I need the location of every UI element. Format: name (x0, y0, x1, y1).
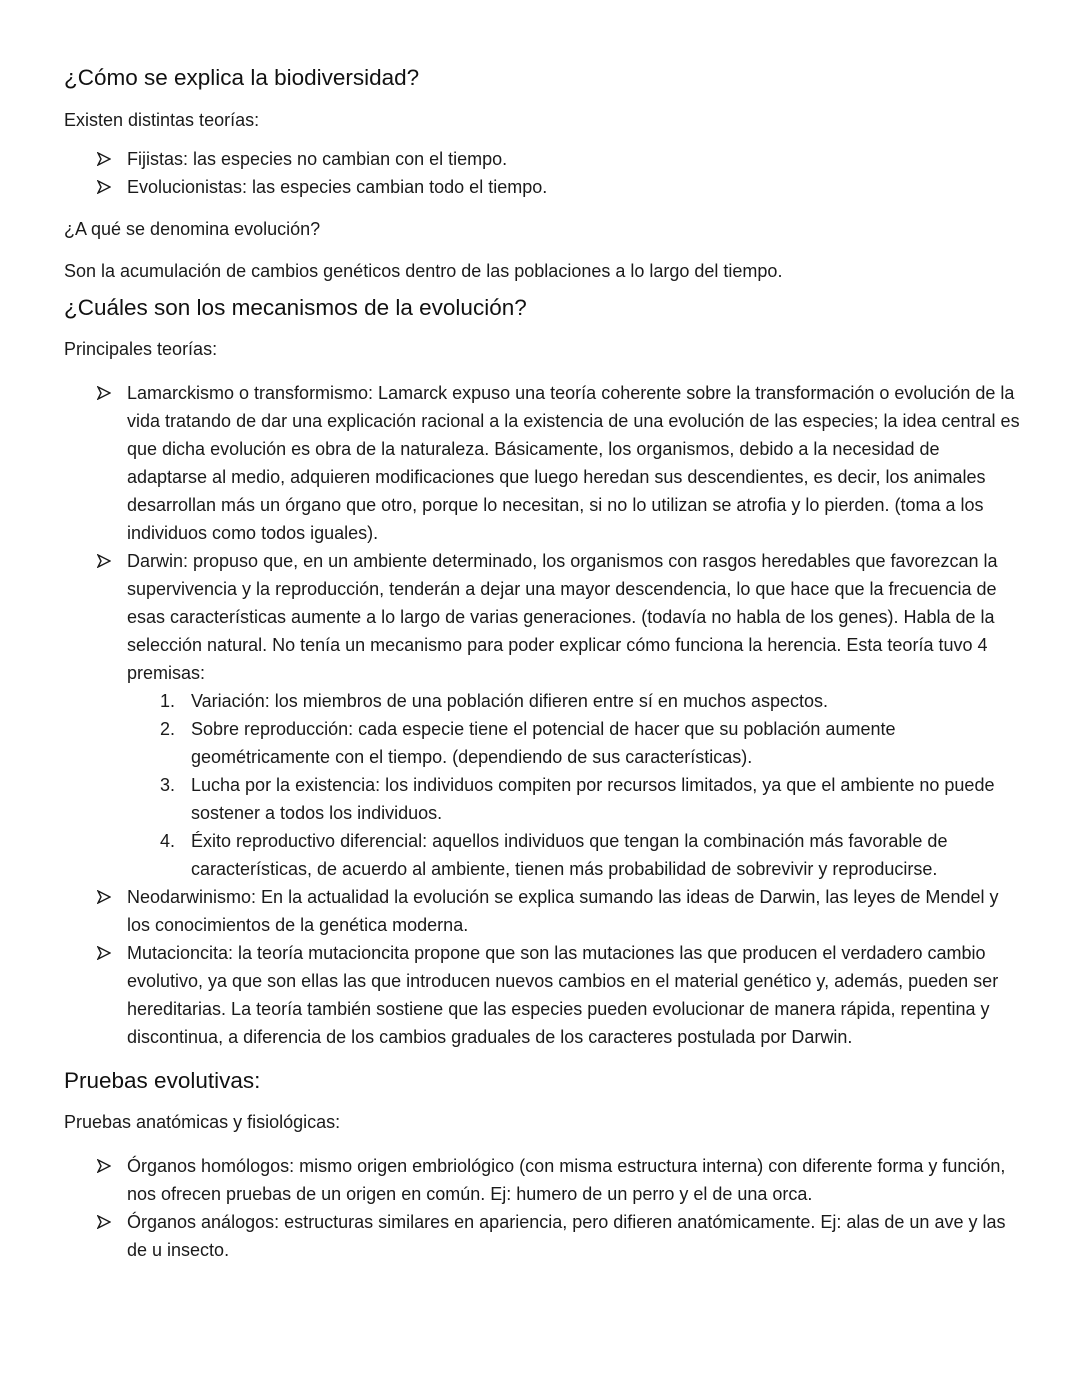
list-item-text: Fijistas: las especies no cambian con el tiempo. (127, 149, 508, 169)
list-item-text: Evolucionistas: las especies cambian todo el tiempo. (127, 177, 548, 197)
list-item-text: Órganos homólogos: mismo origen embriológico (con misma estructura interna) con diferente forma y función, nos ofrecen pruebas de un origen en común. Ej: humero de un perro y el de una orca. (127, 1156, 1006, 1204)
list-item (64, 1208, 1024, 1264)
intro-theories: Existen distintas teorías: (64, 110, 260, 130)
premise-number: 1. (160, 691, 176, 711)
premise-text: Lucha por la existencia: los individuos compiten por recursos limitados, ya que el ambiente no puede sostener a todos los individuos. (191, 775, 995, 823)
arrowhead-bullet-icon (96, 1208, 112, 1236)
premise-number: 2. (160, 719, 176, 739)
list-item-text: Neodarwinismo: En la actualidad la evolución se explica sumando las ideas de Darwin, las leyes de Mendel y los conocimientos de la genética moderna. (127, 887, 999, 935)
document-page (64, 62, 1024, 1264)
list-item-text: Órganos análogos: estructuras similares en apariencia, pero difieren anatómicamente. Ej: alas de un ave y las de u insecto. (127, 1212, 1006, 1260)
premise-item (127, 827, 1024, 883)
arrowhead-bullet-icon (96, 379, 112, 407)
list-item-lamarck (64, 379, 1024, 547)
heading-mechanisms: ¿Cuáles son los mecanismos de la evolución? (64, 295, 527, 320)
question-evolution: ¿A qué se denomina evolución? (64, 219, 321, 239)
evidence-list (64, 1152, 1024, 1264)
arrowhead-bullet-icon (96, 939, 112, 967)
list-item (64, 145, 1024, 173)
list-item-text: Mutacioncita: la teoría mutacioncita propone que son las mutaciones las que producen el verdadero cambio evolutivo, ya que son ellas las que introducen nuevos cambios en el material genético y, además, pueden ser hereditarias. La teoría también sostiene que las especies pueden evolucionar de manera rápida, repentina y discontinua, a diferencia de los cambios graduales de los caracteres postulada por Darwin. (127, 943, 999, 1047)
arrowhead-bullet-icon (96, 1152, 112, 1180)
list-item-text: Lamarckismo o transformismo: Lamarck expuso una teoría coherente sobre la transformación o evolución de la vida tratando de dar una explicación racional a la existencia de una evolución de las especies; la idea central es que dicha evolución es obra de la naturaleza. Básicamente, los organismos, debido a la necesidad de adaptarse al medio, adquieren modificaciones que luego heredan sus descendientes, es decir, los animales desarrollan más un órgano que otro, porque lo necesitan, si no lo utilizan se atrofia y lo pierden. (toma a los individuos como todos iguales). (127, 383, 1020, 543)
list-item-mutacion (64, 939, 1024, 1051)
list-item-text: Darwin: propuso que, en un ambiente determinado, los organismos con rasgos heredables que favorezcan la supervivencia y la reproducción, tenderán a dejar una mayor descendencia, lo que hace que la frecuencia de esas características aumente a lo largo de varias generaciones. (todavía no habla de los genes). Habla de la selección natural. No tenía un mecanismo para poder explicar cómo funciona la herencia. Esta teoría tuvo 4 premisas: (127, 551, 998, 683)
premise-item (127, 715, 1024, 771)
mechanisms-list (64, 379, 1024, 1051)
heading-evidence: Pruebas evolutivas: (64, 1068, 261, 1093)
premise-item (127, 771, 1024, 827)
premise-number: 3. (160, 775, 176, 795)
list-item-darwin (64, 547, 1024, 883)
intro-anatomical: Pruebas anatómicas y fisiológicas: (64, 1112, 341, 1132)
list-item (64, 1152, 1024, 1208)
premise-item (127, 687, 1024, 715)
premise-number: 4. (160, 831, 176, 851)
arrowhead-bullet-icon (96, 145, 112, 173)
answer-evolution: Son la acumulación de cambios genéticos dentro de las poblaciones a lo largo del tiempo. (64, 261, 783, 281)
arrowhead-bullet-icon (96, 547, 112, 575)
arrowhead-bullet-icon (96, 883, 112, 911)
premise-text: Éxito reproductivo diferencial: aquellos individuos que tengan la combinación más favorable de características, de acuerdo al ambiente, tienen más probabilidad de sobrevivir y reproducirse. (191, 831, 948, 879)
premise-text: Variación: los miembros de una población difieren entre sí en muchos aspectos. (191, 691, 829, 711)
intro-main-theories: Principales teorías: (64, 339, 218, 359)
darwin-premises-list (127, 687, 1024, 883)
list-item (64, 173, 1024, 201)
theories-list (64, 145, 1024, 201)
heading-biodiversity: ¿Cómo se explica la biodiversidad? (64, 65, 420, 90)
arrowhead-bullet-icon (96, 173, 112, 201)
premise-text: Sobre reproducción: cada especie tiene el potencial de hacer que su población aumente geométricamente con el tiempo. (dependiendo de sus características). (191, 719, 896, 767)
list-item-neodarwin (64, 883, 1024, 939)
